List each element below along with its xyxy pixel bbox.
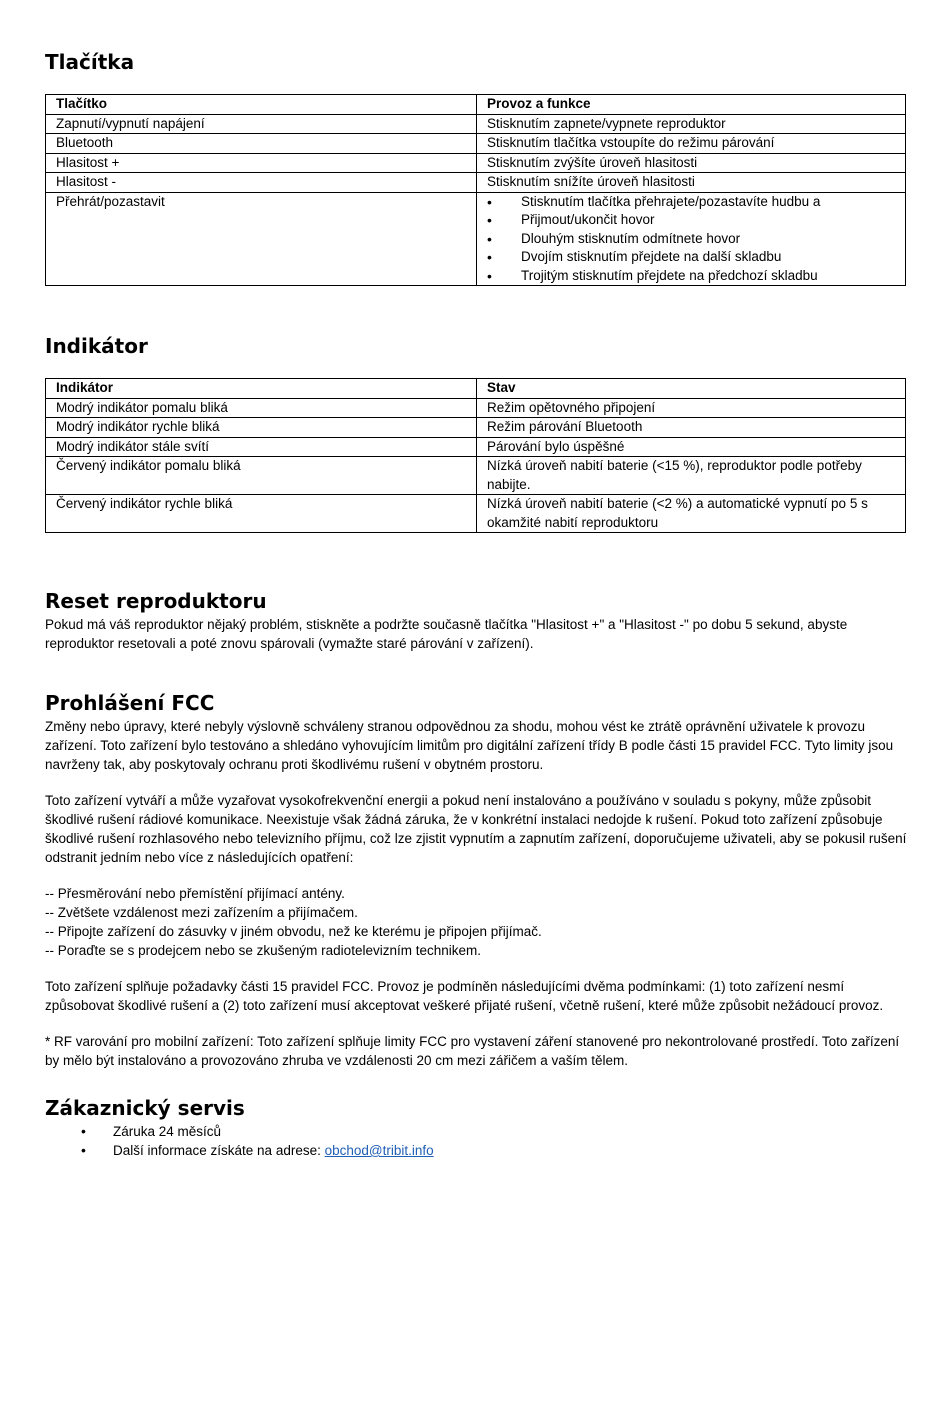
button-function-cell — [477, 192, 906, 286]
button-name-cell: Bluetooth — [46, 134, 477, 154]
reset-paragraph: Pokud má váš reproduktor nějaký problém, stiskněte a podržte současně tlačítka "Hlasitost +" a "Hlasitost -" po dobu 5 sekund, abyste reproduktor resetovali a poté znovu spárovali (vymažte staré párování v zařízení). — [45, 617, 848, 651]
button-function-cell: Stisknutím zvýšíte úroveň hlasitosti — [477, 153, 906, 173]
header-cell-button: Tlačítko — [46, 95, 477, 115]
table-row — [46, 418, 906, 438]
table-header-row — [46, 379, 906, 399]
fcc-measure: -- Přesměrování nebo přemístění přijímací antény. — [45, 886, 345, 901]
indicator-cell: Červený indikátor pomalu bliká — [46, 457, 477, 495]
fcc-paragraph-4: * RF varování pro mobilní zařízení: Toto zařízení splňuje limity FCC pro vystavení záření stanovené pro nekontrolované prostředí. Toto zařízení by mělo být instalováno a provozováno zhruba ve vzdálenosti 20 cm mezi zářičem a vaším tělem. — [45, 1034, 900, 1068]
table-row — [46, 495, 906, 533]
list-item: • Přijmout/ukončit hovor — [487, 211, 895, 230]
page-content — [45, 48, 907, 1160]
button-function-cell: Stisknutím zapnete/vypnete reproduktor — [477, 114, 906, 134]
reset-heading: Reset reproduktoru — [45, 589, 267, 613]
indicator-table — [45, 378, 906, 533]
fcc-measure: -- Poraďte se s prodejcem nebo se zkušeným radiotelevizním technikem. — [45, 943, 481, 958]
header-cell-state: Stav — [477, 379, 906, 399]
fcc-measure: -- Zvětšete vzdálenost mezi zařízením a přijímačem. — [45, 905, 358, 920]
table-row — [46, 398, 906, 418]
state-cell: Nízká úroveň nabití baterie (<2 %) a automatické vypnutí po 5 s okamžité nabití reproduktoru — [477, 495, 906, 533]
fcc-paragraph-2: Toto zařízení vytváří a může vyzařovat vysokofrekvenční energii a pokud není instalováno a používáno v souladu s pokyny, může způsobit škodlivé rušení rádiové komunikace. Neexistuje však žádná záruka, že v konkrétní instalaci nedojde k rušení. Pokud toto zařízení způsobuje škodlivé rušení rozhlasového nebo televizního příjmu, což lze zjistit vypnutím a zapnutím zařízení, doporučujeme uživateli, aby se pokusil rušení odstranit jedním nebo více z následujících opatření: — [45, 793, 907, 865]
state-cell: Párování bylo úspěšné — [477, 437, 906, 457]
indicator-cell: Modrý indikátor pomalu bliká — [46, 398, 477, 418]
fcc-paragraph-1: Změny nebo úpravy, které nebyly výslovně schváleny stranou odpovědnou za shodu, mohou vést ke ztrátě oprávnění uživatele k provozu zařízení. Toto zařízení bylo testováno a shledáno vyhovujícím limitům pro digitální zařízení třídy B podle části 15 pravidel FCC. Tyto limity jsou navrženy tak, aby poskytovaly ochranu proti škodlivému rušení v obytném prostoru. — [45, 719, 894, 772]
table-row — [46, 153, 906, 173]
button-name-cell: Přehrát/pozastavit — [46, 192, 477, 286]
button-function-cell: Stisknutím snížíte úroveň hlasitosti — [477, 173, 906, 193]
indicator-cell: Modrý indikátor stále svítí — [46, 437, 477, 457]
state-cell: Režim párování Bluetooth — [477, 418, 906, 438]
header-cell-function: Provoz a funkce — [477, 95, 906, 115]
table-row — [46, 192, 906, 286]
table-row — [46, 173, 906, 193]
list-item: • Stisknutím tlačítka přehrajete/pozastavíte hudbu a — [487, 193, 895, 212]
service-list — [45, 1122, 907, 1160]
info-item — [45, 1141, 907, 1160]
fcc-heading: Prohlášení FCC — [45, 691, 215, 715]
header-cell-indicator: Indikátor — [46, 379, 477, 399]
button-name-cell: Zapnutí/vypnutí napájení — [46, 114, 477, 134]
state-cell: Režim opětovného připojení — [477, 398, 906, 418]
button-name-cell: Hlasitost + — [46, 153, 477, 173]
fcc-paragraph-3: Toto zařízení splňuje požadavky části 15 pravidel FCC. Provoz je podmíněn následujícími dvěma podmínkami: (1) toto zařízení nesmí způsobovat škodlivé rušení a (2) toto zařízení musí akceptovat veškeré přijaté rušení, včetně rušení, které může způsobit nežádoucí provoz. — [45, 979, 884, 1013]
service-heading: Zákaznický servis — [45, 1096, 245, 1120]
table-row — [46, 437, 906, 457]
indicator-cell: Modrý indikátor rychle bliká — [46, 418, 477, 438]
fcc-measure: -- Připojte zařízení do zásuvky v jiném obvodu, než ke kterému je připojen přijímač. — [45, 924, 542, 939]
warranty-item: • Záruka 24 měsíců — [45, 1122, 907, 1141]
list-item: • Dvojím stisknutím přejdete na další skladbu — [487, 248, 895, 267]
state-cell: Nízká úroveň nabití baterie (<15 %), reproduktor podle potřeby nabijte. — [477, 457, 906, 495]
button-name-cell: Hlasitost - — [46, 173, 477, 193]
button-function-cell: Stisknutím tlačítka vstoupíte do režimu párování — [477, 134, 906, 154]
buttons-table — [45, 94, 906, 286]
indicator-cell: Červený indikátor rychle bliká — [46, 495, 477, 533]
indicator-heading: Indikátor — [45, 334, 148, 358]
table-header-row — [46, 95, 906, 115]
table-row — [46, 114, 906, 134]
function-bullet-list — [487, 193, 895, 286]
table-row — [46, 134, 906, 154]
list-item: • Dlouhým stisknutím odmítnete hovor — [487, 230, 895, 249]
email-link[interactable]: obchod@tribit.info — [324, 1143, 434, 1158]
buttons-heading: Tlačítka — [45, 50, 135, 74]
info-prefix: Další informace získáte na adrese: — [113, 1143, 325, 1158]
list-item: • Trojitým stisknutím přejdete na předchozí skladbu — [487, 267, 895, 286]
table-row — [46, 457, 906, 495]
